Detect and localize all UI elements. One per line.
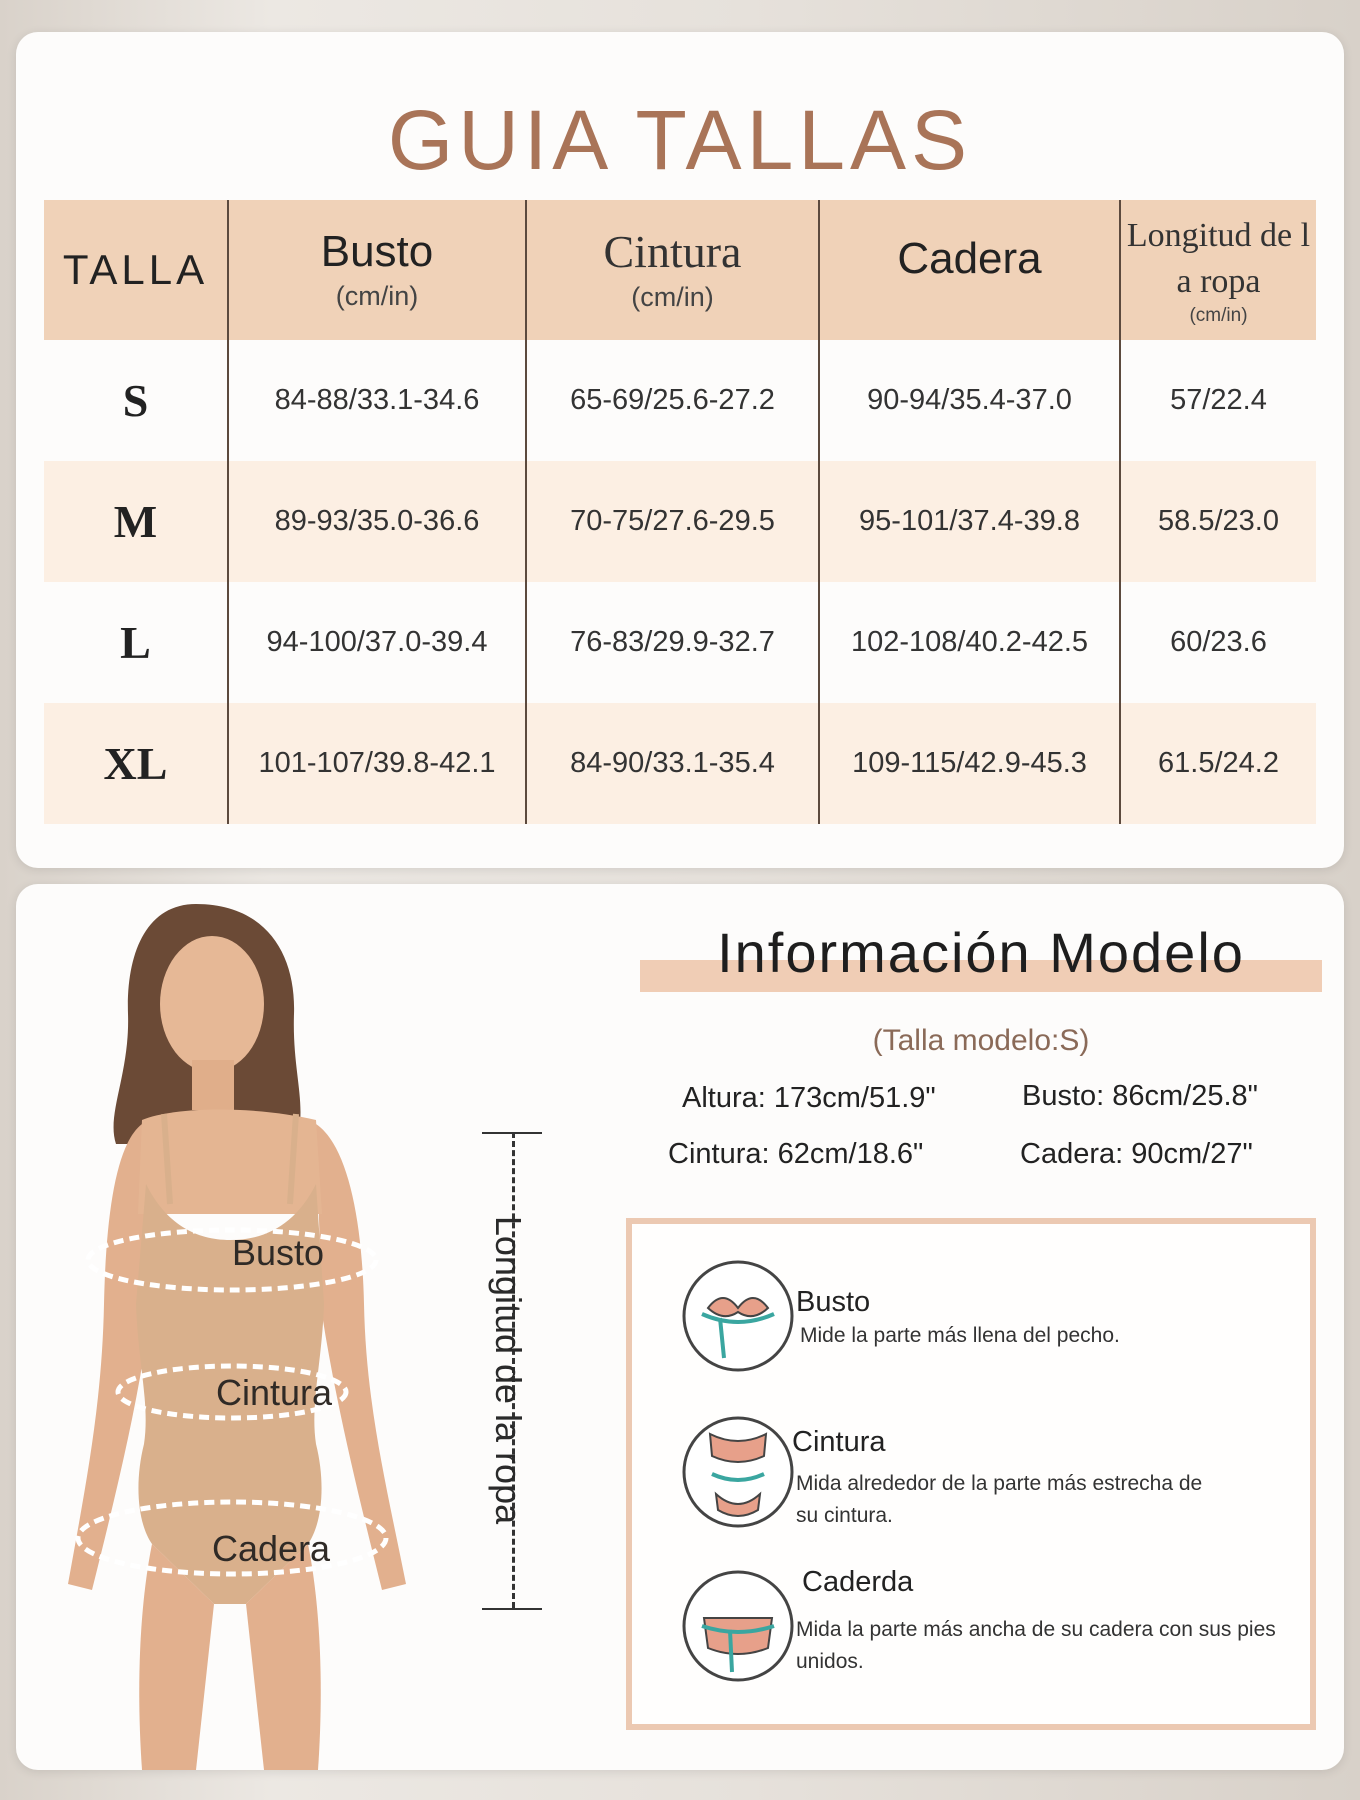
model-size: (Talla modelo:S) <box>872 1024 1090 1057</box>
cintura-cell: 70-75/27.6-29.5 <box>526 461 819 582</box>
size-table <box>44 200 1316 824</box>
header-cintura-unit: (cm/in) <box>631 281 714 312</box>
length-label: Longitud de la ropa <box>488 1215 529 1525</box>
size-label: M <box>113 496 158 547</box>
model-busto: Busto: 86cm/25.8" <box>1022 1080 1258 1112</box>
cintura-cell: 76-83/29.9-32.7 <box>526 582 819 703</box>
table-row <box>44 340 1316 461</box>
header-busto-label: Busto <box>320 227 434 277</box>
length-cap-bottom <box>482 1608 542 1610</box>
bust-measure-icon <box>680 1258 796 1374</box>
busto-cell: 94-100/37.0-39.4 <box>228 582 526 703</box>
how-to-measure-box <box>626 1218 1316 1730</box>
cadera-cell: 90-94/35.4-37.0 <box>819 340 1120 461</box>
header-longitud-line2: a ropa <box>1176 263 1261 300</box>
model-info-panel <box>16 884 1344 1770</box>
table-row <box>44 582 1316 703</box>
header-busto-unit: (cm/in) <box>335 280 419 311</box>
header-longitud-unit: (cm/in) <box>1189 304 1248 326</box>
header-longitud <box>1120 200 1316 340</box>
header-talla <box>44 200 228 340</box>
model-silhouette <box>46 884 486 1770</box>
size-label: S <box>122 375 149 426</box>
longitud-cell: 57/22.4 <box>1120 340 1316 461</box>
hip-measure-icon <box>680 1568 796 1684</box>
header-busto <box>228 200 526 340</box>
busto-cell: 101-107/39.8-42.1 <box>228 703 526 824</box>
waist-instruction-title: Cintura <box>792 1426 886 1458</box>
longitud-cell: 61.5/24.2 <box>1120 703 1316 824</box>
size-label: L <box>120 617 151 668</box>
header-cintura-label: Cintura <box>603 226 742 278</box>
size-table-header-row <box>44 200 1316 340</box>
figure-busto-label: Busto <box>232 1232 325 1273</box>
cadera-cell: 95-101/37.4-39.8 <box>819 461 1120 582</box>
busto-cell: 89-93/35.0-36.6 <box>228 461 526 582</box>
size-label: XL <box>103 738 168 789</box>
size-guide-panel <box>16 32 1344 868</box>
figure-cintura-label: Cintura <box>216 1372 333 1413</box>
table-row <box>44 461 1316 582</box>
header-cintura <box>526 200 819 340</box>
cintura-cell: 84-90/33.1-35.4 <box>526 703 819 824</box>
header-cadera <box>819 200 1120 340</box>
header-talla-label: TALLA <box>62 246 209 293</box>
longitud-cell: 58.5/23.0 <box>1120 461 1316 582</box>
longitud-cell: 60/23.6 <box>1120 582 1316 703</box>
model-cintura: Cintura: 62cm/18.6" <box>668 1138 924 1170</box>
busto-cell: 84-88/33.1-34.6 <box>228 340 526 461</box>
figure-cadera-label: Cadera <box>212 1528 331 1569</box>
waist-instruction-text: Mida alrededor de la parte más estrecha de su cintura. <box>796 1472 1203 1527</box>
cintura-cell: 65-69/25.6-27.2 <box>526 340 819 461</box>
size-guide-title: GUIA TALLAS <box>387 93 973 187</box>
size-cell <box>44 703 228 824</box>
model-info-title: Información Modelo <box>717 921 1245 984</box>
header-longitud-line1: Longitud de l <box>1126 217 1311 255</box>
model-figure <box>46 884 606 1770</box>
header-cadera-label: Cadera <box>897 233 1042 283</box>
size-cell <box>44 340 228 461</box>
size-cell <box>44 582 228 703</box>
cadera-cell: 102-108/40.2-42.5 <box>819 582 1120 703</box>
waist-measure-icon <box>680 1414 796 1530</box>
hip-instruction-text: Mida la parte más ancha de su cadera con sus pies unidos. <box>796 1618 1276 1673</box>
table-row <box>44 703 1316 824</box>
bust-instruction-text: Mide la parte más llena del pecho. <box>800 1324 1120 1347</box>
bust-instruction-title: Busto <box>796 1286 871 1318</box>
model-altura: Altura: 173cm/51.9" <box>682 1082 936 1114</box>
cadera-cell: 109-115/42.9-45.3 <box>819 703 1120 824</box>
model-cadera: Cadera: 90cm/27" <box>1020 1138 1253 1170</box>
hip-instruction-title: Caderda <box>802 1566 914 1598</box>
size-cell <box>44 461 228 582</box>
